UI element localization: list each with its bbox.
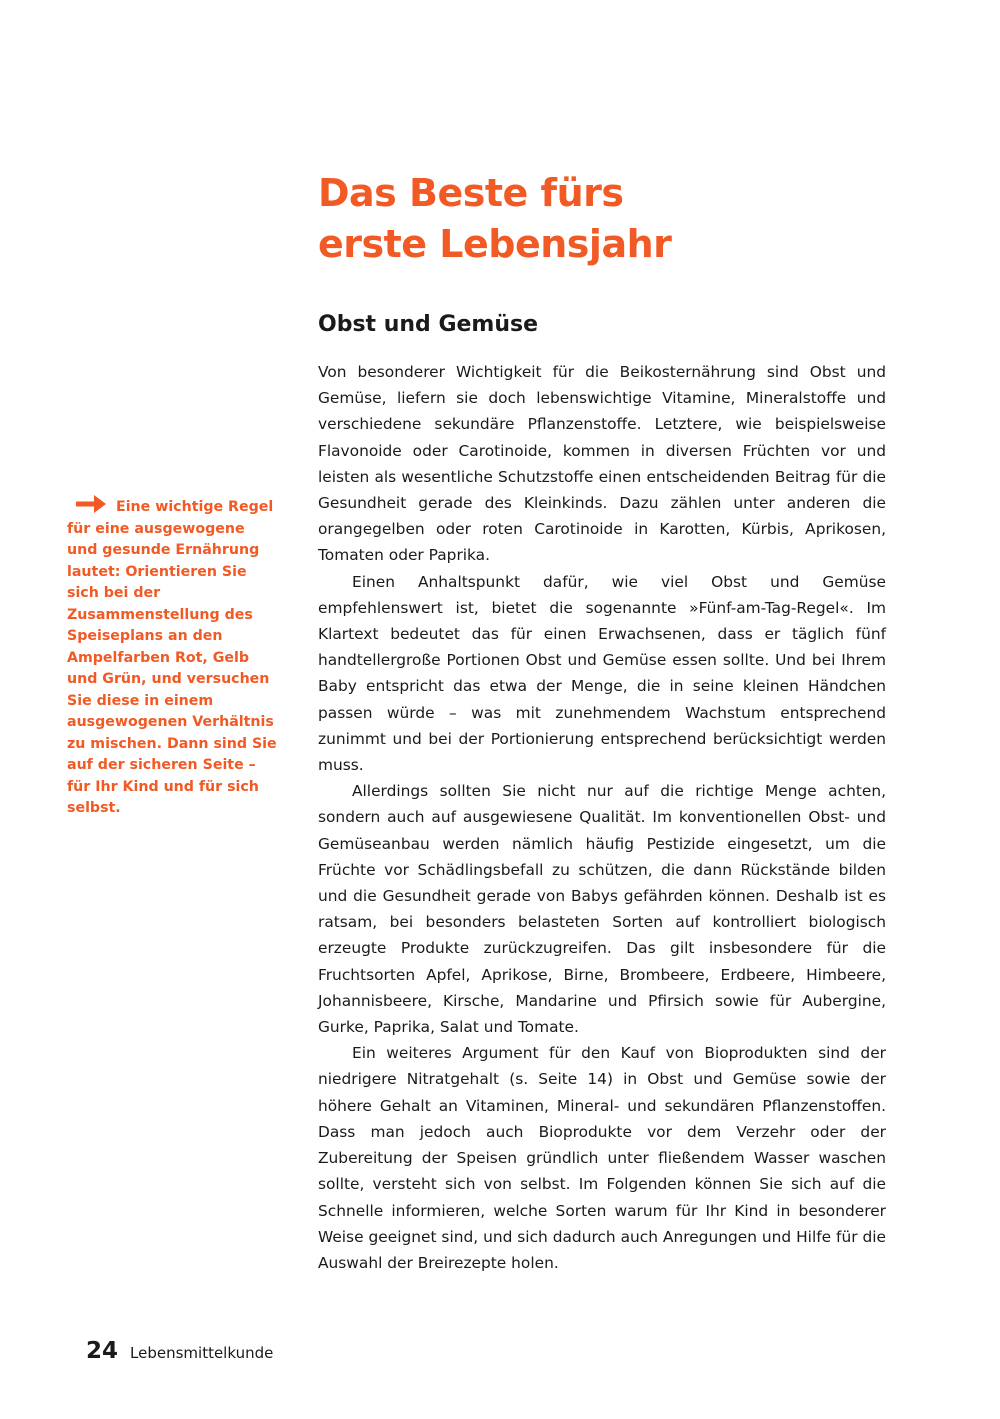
- paragraph-3: Allerdings sollten Sie nicht nur auf die richtige Menge achten, sondern auch auf ausgewiesene Qualität. Im konventionellen Obst- und Gemüseanbau werden nämlich häufig Pestizide eingesetzt, um die Früchte vor Schädlingsbefall zu schützen, die dann Rückstände bilden und die Gesundheit gerade von Babys gefährden können. Deshalb ist es ratsam, bei besonders belasteten Sorten auf kontrolliert biologisch erzeugte Produkte zurückzugreifen. Das gilt insbesondere für die Fruchtsorten Apfel, Aprikose, Birne, Brombeere, Erdbeere, Himbeere, Johannisbeere, Kirsche, Mandarine und Pfirsich sowie für Aubergine, Gurke, Paprika, Salat und Tomate.: [318, 782, 886, 1037]
- page-title: [318, 168, 938, 270]
- page-title-line-1: Das Beste fürs: [318, 171, 624, 215]
- paragraph-2: Einen Anhaltspunkt dafür, wie viel Obst und Gemüse empfehlenswert ist, bietet die sogenannte »Fünf-am-Tag-Regel«. Im Klartext bedeutet das für einen Erwachsenen, dass er täglich fünf handtellergroße Portionen Obst und Gemüse essen sollte. Und bei Ihrem Baby entspricht das etwa der Menge, die in seine kleinen Händchen passen würde – was mit zunehmendem Wachstum entsprechend zunimmt und bei der Portionierung entsprechend berücksichtigt werden muss.: [318, 572, 886, 775]
- page-footer: [86, 1338, 273, 1364]
- body-text: [318, 359, 886, 1276]
- arrow-right-icon: [74, 493, 108, 515]
- running-footer: Lebensmittelkunde: [130, 1344, 274, 1362]
- paragraph-4: Ein weiteres Argument für den Kauf von Bioprodukten sind der niedrigere Nitratgehalt (s. Seite 14) in Obst und Gemüse sowie der höhere Gehalt an Vitaminen, Mineral- und sekundären Pflanzenstoffen. Dass man jedoch auch Bioprodukte vor dem Verzehr oder der Zubereitung der Speisen gründlich unter fließendem Wasser waschen sollte, versteht sich von selbst. Im Folgenden können Sie sich auf die Schnelle informieren, welche Sorten warum für Ihr Kind in besonderer Weise geeignet sind, und sich dadurch auch Anregungen und Hilfe für die Auswahl der Breirezepte holen.: [318, 1044, 886, 1272]
- sidebar-tip: [67, 493, 279, 820]
- page-title-line-2: erste Lebensjahr: [318, 222, 672, 266]
- sidebar-tip-text: Eine wichtige Regel für eine ausgewogene und gesunde Ernährung lautet: Orientieren Sie sich bei der Zusammenstellung des Speiseplans an den Ampelfarben Rot, Gelb und Grün, und versuchen Sie diese in einem ausgewogenen Verhältnis zu mischen. Dann sind Sie auf der sicheren Seite – für Ihr Kind und für sich selbst.: [67, 499, 277, 816]
- page-number: 24: [86, 1338, 119, 1364]
- section-heading: Obst und Gemüse: [318, 312, 539, 337]
- paragraph-1: Von besonderer Wichtigkeit für die Beikosternährung sind Obst und Gemüse, liefern sie doch lebenswichtige Vitamine, Mineralstoffe und verschiedene sekundäre Pflanzenstoffe. Letztere, wie beispielsweise Flavonoide oder Carotinoide, kommen in diversen Früchten vor und leisten als wesentliche Schutzstoffe einen entscheidenden Beitrag für die Gesundheit gerade des Kleinkinds. Dazu zählen unter anderen die orangegelben oder roten Carotinoide in Karotten, Kürbis, Aprikosen, Tomaten oder Paprika.: [318, 363, 886, 565]
